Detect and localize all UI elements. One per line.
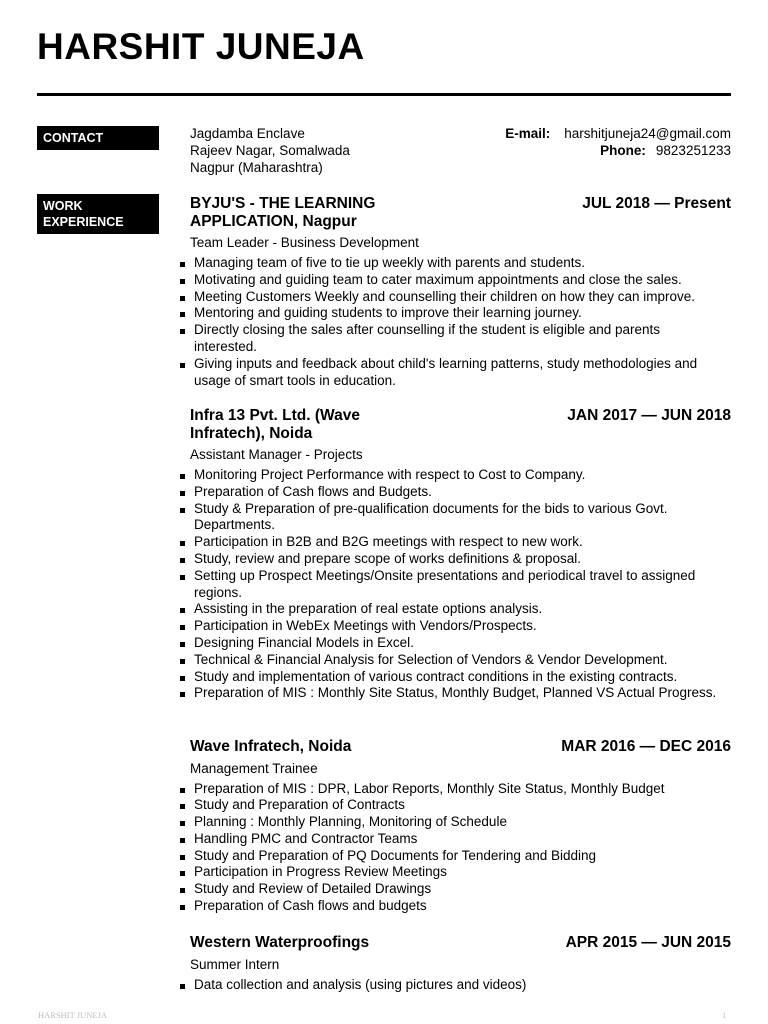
work-label-line: EXPERIENCE <box>43 215 124 229</box>
contact-section-label <box>37 126 159 150</box>
job-bullets <box>190 781 731 915</box>
list-item: Study and implementation of various contract conditions in the existing contracts. <box>184 669 725 686</box>
list-item: Study and Preparation of PQ Documents for Tendering and Bidding <box>184 848 725 865</box>
list-item: Study and Review of Detailed Drawings <box>184 881 725 898</box>
list-item: Study & Preparation of pre-qualification documents for the bids to various Govt. Departments. <box>184 501 725 535</box>
job-role: Assistant Manager - Projects <box>190 447 363 462</box>
address-line: Nagpur (Maharashtra) <box>190 160 323 175</box>
job-role: Team Leader - Business Development <box>190 235 419 250</box>
job-bullets <box>190 977 731 994</box>
list-item: Study and Preparation of Contracts <box>184 797 725 814</box>
list-item: Handling PMC and Contractor Teams <box>184 831 725 848</box>
list-item: Preparation of Cash flows and Budgets. <box>184 484 725 501</box>
list-item: Preparation of MIS : Monthly Site Status, Monthly Budget, Planned VS Actual Progress. <box>184 685 725 702</box>
list-item: Monitoring Project Performance with respect to Cost to Company. <box>184 467 725 484</box>
phone-label: Phone: <box>600 143 646 158</box>
list-item: Designing Financial Models in Excel. <box>184 635 725 652</box>
job-title: Wave Infratech, Noida <box>190 738 352 755</box>
list-item: Preparation of Cash flows and budgets <box>184 898 725 915</box>
page-number: 1 <box>722 1010 727 1020</box>
header-divider <box>37 93 731 96</box>
job-entry-wave-infratech <box>190 738 731 915</box>
work-label-line: WORK <box>43 199 83 213</box>
job-header <box>190 407 731 442</box>
list-item: Setting up Prospect Meetings/Onsite presentations and periodical travel to assigned regions. <box>184 568 725 602</box>
resume-name: HARSHIT JUNEJA <box>37 26 365 67</box>
list-item: Participation in WebEx Meetings with Vendors/Prospects. <box>184 618 725 635</box>
list-item: Meeting Customers Weekly and counselling their children on how they can improve. <box>184 289 725 306</box>
job-title: BYJU'S - THE LEARNING APPLICATION, Nagpur <box>190 195 376 230</box>
list-item: Assisting in the preparation of real estate options analysis. <box>184 601 725 618</box>
address-line: Jagdamba Enclave <box>190 126 305 141</box>
job-entry-byjus <box>190 195 731 389</box>
list-item: Motivating and guiding team to cater maximum appointments and close the sales. <box>184 272 725 289</box>
list-item: Participation in B2B and B2G meetings with respect to new work. <box>184 534 725 551</box>
list-item: Participation in Progress Review Meetings <box>184 864 725 881</box>
address-line: Rajeev Nagar, Somalwada <box>190 143 350 158</box>
job-header <box>190 738 731 756</box>
job-dates: MAR 2016 — DEC 2016 <box>561 738 731 755</box>
job-dates: JAN 2017 — JUN 2018 <box>567 407 731 424</box>
job-dates: APR 2015 — JUN 2015 <box>565 934 731 951</box>
list-item: Technical & Financial Analysis for Selection of Vendors & Vendor Development. <box>184 652 725 669</box>
list-item: Study, review and prepare scope of works definitions & proposal. <box>184 551 725 568</box>
job-role: Management Trainee <box>190 760 318 776</box>
list-item: Preparation of MIS : DPR, Labor Reports, Monthly Site Status, Monthly Budget <box>184 781 725 798</box>
email-row <box>440 125 731 142</box>
job-bullets <box>190 255 731 389</box>
list-item: Managing team of five to tie up weekly with parents and students. <box>184 255 725 272</box>
list-item: Directly closing the sales after counselling if the student is eligible and parents interested. <box>184 322 725 356</box>
list-item: Mentoring and guiding students to improve their learning journey. <box>184 305 725 322</box>
job-header <box>190 934 731 952</box>
job-header <box>190 195 731 230</box>
job-bullets <box>190 467 731 702</box>
work-experience-section-label <box>37 194 159 234</box>
job-role: Summer Intern <box>190 956 280 972</box>
email-label: E-mail: <box>505 126 551 141</box>
footer-name: HARSHIT JUNEJA <box>38 1010 108 1020</box>
contact-details <box>440 125 731 159</box>
job-dates: JUL 2018 — Present <box>582 195 731 212</box>
job-title: Infra 13 Pvt. Ltd. (Wave Infratech), Noida <box>190 407 360 442</box>
contact-address <box>190 125 350 176</box>
phone-value: 9823251233 <box>655 143 731 158</box>
contact-label-text: CONTACT <box>43 131 104 145</box>
email-value: harshitjuneja24@gmail.com <box>564 126 731 141</box>
job-entry-western-waterproofings <box>190 934 731 993</box>
job-entry-infra13 <box>190 407 731 702</box>
list-item: Planning : Monthly Planning, Monitoring of Schedule <box>184 814 725 831</box>
list-item: Giving inputs and feedback about child's learning patterns, study methodologies and usage of smart tools in education. <box>184 356 725 390</box>
phone-row <box>440 142 731 159</box>
list-item: Data collection and analysis (using pictures and videos) <box>184 977 725 994</box>
job-title: Western Waterproofings <box>190 934 370 951</box>
